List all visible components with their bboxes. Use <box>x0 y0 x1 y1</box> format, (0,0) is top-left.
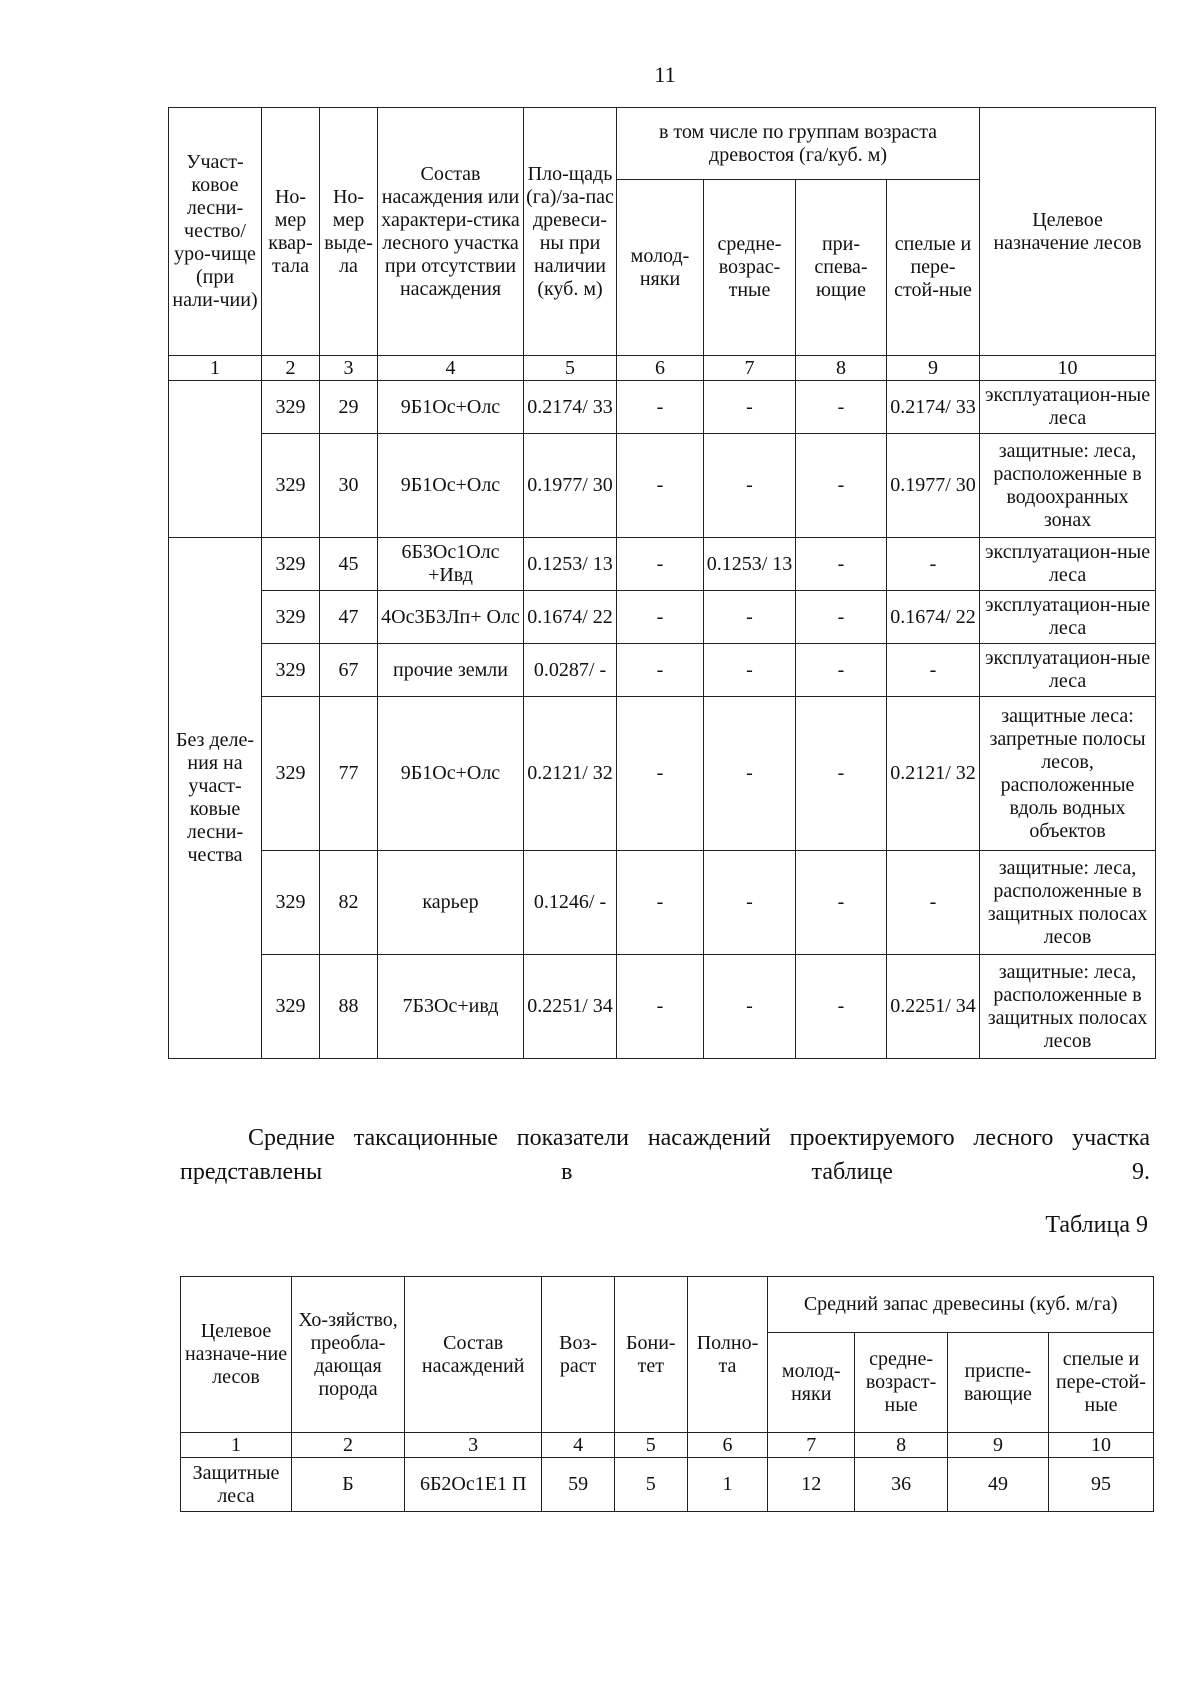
sostav-cell: 7Б3Ос+ивд <box>378 955 524 1059</box>
molodnyaki-cell: - <box>617 591 704 644</box>
kvartal-cell: 329 <box>262 434 320 538</box>
spelye-cell: 0.1977/ 30 <box>887 434 980 538</box>
naznachenie-cell: защитные: леса, расположенные в водоохранных зонах <box>980 434 1156 538</box>
t9-spelye-cell: 95 <box>1048 1458 1153 1512</box>
area-cell: 0.1246/ - <box>524 851 617 955</box>
col-number: 8 <box>796 356 887 381</box>
naznachenie-cell: эксплуатацион-ные леса <box>980 538 1156 591</box>
prispevayushchie-cell: - <box>796 851 887 955</box>
vydel-cell: 88 <box>320 955 378 1059</box>
header-prispevayushchie: при-спева-ющие <box>796 180 887 356</box>
col-number: 4 <box>378 356 524 381</box>
col-number: 7 <box>768 1433 855 1458</box>
col-number: 10 <box>1048 1433 1153 1458</box>
srednevozrastnye-cell: - <box>704 644 796 697</box>
kvartal-cell: 329 <box>262 538 320 591</box>
molodnyaki-cell: - <box>617 697 704 851</box>
prispevayushchie-cell: - <box>796 644 887 697</box>
table-row <box>169 644 1156 697</box>
table-row <box>169 955 1156 1059</box>
spelye-cell: 0.2174/ 33 <box>887 381 980 434</box>
t9-vozrast-cell: 59 <box>542 1458 615 1512</box>
spelye-cell: 0.2251/ 34 <box>887 955 980 1059</box>
header-kvartal: Но-мер квар-тала <box>262 108 320 356</box>
spelye-cell: 0.2121/ 32 <box>887 697 980 851</box>
header-molodnyaki: молод-няки <box>617 180 704 356</box>
vydel-cell: 77 <box>320 697 378 851</box>
col-number: 3 <box>405 1433 542 1458</box>
sostav-cell: 9Б1Ос+Олс <box>378 697 524 851</box>
header-lesnichestvo: Участ-ковое лесни-чество/ уро-чище (при нали-чии) <box>169 108 262 356</box>
kvartal-cell: 329 <box>262 955 320 1059</box>
prispevayushchie-cell: - <box>796 434 887 538</box>
col-number: 3 <box>320 356 378 381</box>
lesnichestvo-group-cell: Без деле-ния на участ-ковые лесни-чества <box>169 538 262 1059</box>
area-cell: 0.2121/ 32 <box>524 697 617 851</box>
vydel-cell: 45 <box>320 538 378 591</box>
vydel-cell: 29 <box>320 381 378 434</box>
t9-sostav-cell: 6Б2Ос1Е1 П <box>405 1458 542 1512</box>
t9-header-prispevayushchie: приспе-вающие <box>947 1333 1048 1433</box>
molodnyaki-cell: - <box>617 434 704 538</box>
spelye-cell: 0.1674/ 22 <box>887 591 980 644</box>
area-cell: 0.1674/ 22 <box>524 591 617 644</box>
table-row <box>181 1458 1154 1512</box>
col-number: 8 <box>855 1433 948 1458</box>
t9-poroda-cell: Б <box>292 1458 405 1512</box>
col-number: 2 <box>262 356 320 381</box>
kvartal-cell: 329 <box>262 697 320 851</box>
table-9-caption: Таблица 9 <box>1045 1212 1148 1238</box>
t9-molodnyaki-cell: 12 <box>768 1458 855 1512</box>
srednevozrastnye-cell: - <box>704 381 796 434</box>
t9-column-numbers-row <box>181 1433 1154 1458</box>
vydel-cell: 82 <box>320 851 378 955</box>
sostav-cell: 9Б1Ос+Олс <box>378 381 524 434</box>
t9-header-vozrast: Воз-раст <box>542 1277 615 1433</box>
table-row <box>169 697 1156 851</box>
page-number: 11 <box>654 62 676 87</box>
header-naznachenie: Целевое назначение лесов <box>980 108 1156 356</box>
col-number: 5 <box>524 356 617 381</box>
header-age-groups: в том числе по группам возраста древостоя (га/куб. м) <box>617 108 980 180</box>
t9-bonitet-cell: 5 <box>614 1458 687 1512</box>
col-number: 1 <box>169 356 262 381</box>
t9-header-srednevozrastnye: средне-возраст-ные <box>855 1333 948 1433</box>
t9-naznachenie-cell: Защитные леса <box>181 1458 292 1512</box>
t9-header-spelye: спелые и пере-стой-ные <box>1048 1333 1153 1433</box>
t9-prispevayushchie-cell: 49 <box>947 1458 1048 1512</box>
col-number: 1 <box>181 1433 292 1458</box>
sostav-cell: 6Б3Ос1Олс +Ивд <box>378 538 524 591</box>
srednevozrastnye-cell: - <box>704 434 796 538</box>
table-row <box>169 381 1156 434</box>
header-spelye: спелые и пере-стой-ные <box>887 180 980 356</box>
molodnyaki-cell: - <box>617 955 704 1059</box>
naznachenie-cell: защитные: леса, расположенные в защитных полосах лесов <box>980 955 1156 1059</box>
srednevozrastnye-cell: - <box>704 851 796 955</box>
kvartal-cell: 329 <box>262 851 320 955</box>
prispevayushchie-cell: - <box>796 538 887 591</box>
header-vydel: Но-мер выде-ла <box>320 108 378 356</box>
table-row <box>169 851 1156 955</box>
spelye-cell: - <box>887 644 980 697</box>
molodnyaki-cell: - <box>617 538 704 591</box>
t9-header-sostav: Состав насаждений <box>405 1277 542 1433</box>
header-area: Пло-щадь (га)/за-пас древеси-ны при наличии (куб. м) <box>524 108 617 356</box>
t9-header-bonitet: Бони-тет <box>614 1277 687 1433</box>
col-number: 6 <box>617 356 704 381</box>
area-cell: 0.0287/ - <box>524 644 617 697</box>
vydel-cell: 30 <box>320 434 378 538</box>
srednevozrastnye-cell: 0.1253/ 13 <box>704 538 796 591</box>
col-number: 6 <box>687 1433 768 1458</box>
body-paragraph <box>180 1122 1150 1189</box>
kvartal-cell: 329 <box>262 644 320 697</box>
prispevayushchie-cell: - <box>796 381 887 434</box>
area-cell: 0.1253/ 13 <box>524 538 617 591</box>
naznachenie-cell: защитные леса: запретные полосы лесов, расположенные вдоль водных объектов <box>980 697 1156 851</box>
vydel-cell: 67 <box>320 644 378 697</box>
srednevozrastnye-cell: - <box>704 955 796 1059</box>
prispevayushchie-cell: - <box>796 697 887 851</box>
srednevozrastnye-cell: - <box>704 697 796 851</box>
vydel-cell: 47 <box>320 591 378 644</box>
col-number: 7 <box>704 356 796 381</box>
molodnyaki-cell: - <box>617 851 704 955</box>
area-cell: 0.2174/ 33 <box>524 381 617 434</box>
t9-polnota-cell: 1 <box>687 1458 768 1512</box>
t9-header-molodnyaki: молод-няки <box>768 1333 855 1433</box>
col-number: 9 <box>947 1433 1048 1458</box>
paragraph-text: Средние таксационные показатели насаждений проектируемого лесного участка представлены в таблице 9. <box>180 1125 1150 1185</box>
col-number: 9 <box>887 356 980 381</box>
molodnyaki-cell: - <box>617 644 704 697</box>
table-row <box>169 538 1156 591</box>
col-number: 4 <box>542 1433 615 1458</box>
lesnichestvo-empty-cell <box>169 381 262 538</box>
t9-header-poroda: Хо-зяйство, преобла-дающая порода <box>292 1277 405 1433</box>
sostav-cell: 4Ос3Б3Лп+ Олс <box>378 591 524 644</box>
col-number: 2 <box>292 1433 405 1458</box>
col-number: 5 <box>614 1433 687 1458</box>
sostav-cell: 9Б1Ос+Олс <box>378 434 524 538</box>
naznachenie-cell: защитные: леса, расположенные в защитных полосах лесов <box>980 851 1156 955</box>
molodnyaki-cell: - <box>617 381 704 434</box>
t9-srednevozrastnye-cell: 36 <box>855 1458 948 1512</box>
area-cell: 0.1977/ 30 <box>524 434 617 538</box>
header-sostav: Состав насаждения или характери-стика лесного участка при отсутствии насаждения <box>378 108 524 356</box>
area-cell: 0.2251/ 34 <box>524 955 617 1059</box>
header-srednevozrastnye: средне-возрас-тные <box>704 180 796 356</box>
t9-header-polnota: Полно-та <box>687 1277 768 1433</box>
naznachenie-cell: эксплуатацион-ные леса <box>980 381 1156 434</box>
table-row <box>169 591 1156 644</box>
sostav-cell: карьер <box>378 851 524 955</box>
table-row <box>169 434 1156 538</box>
taxation-indicators-table <box>180 1276 1154 1512</box>
forest-plots-table <box>168 107 1156 1059</box>
srednevozrastnye-cell: - <box>704 591 796 644</box>
column-numbers-row <box>169 356 1156 381</box>
kvartal-cell: 329 <box>262 591 320 644</box>
t9-header-zapas: Средний запас древесины (куб. м/га) <box>768 1277 1154 1333</box>
kvartal-cell: 329 <box>262 381 320 434</box>
spelye-cell: - <box>887 851 980 955</box>
prispevayushchie-cell: - <box>796 591 887 644</box>
sostav-cell: прочие земли <box>378 644 524 697</box>
spelye-cell: - <box>887 538 980 591</box>
naznachenie-cell: эксплуатацион-ные леса <box>980 644 1156 697</box>
col-number: 10 <box>980 356 1156 381</box>
naznachenie-cell: эксплуатацион-ные леса <box>980 591 1156 644</box>
prispevayushchie-cell: - <box>796 955 887 1059</box>
t9-header-naznachenie: Целевое назначе-ние лесов <box>181 1277 292 1433</box>
